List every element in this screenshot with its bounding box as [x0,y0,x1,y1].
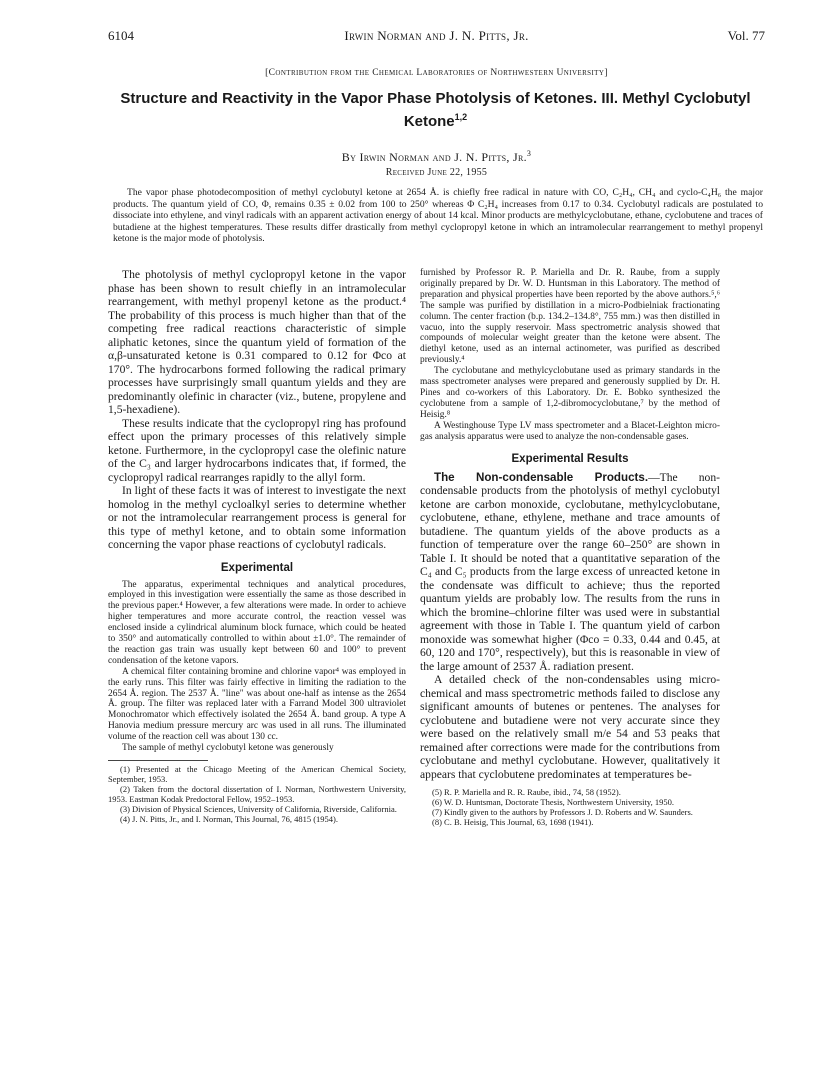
footnote: (8) C. B. Heisig, This Journal, 63, 1698 (1941). [432,817,594,827]
intro-paragraph-3: In light of these facts it was of interest to investigate the next homolog in the methyl cycloalkyl series to determine whether or not the intramolecular rearrangement process is general for this type of methyl ketone, and to obtain some information concerning the vapor phase reactions of cyclobutyl radicals. [108,484,406,551]
left-column [108,268,406,824]
experimental-paragraph-3: The sample of methyl cyclobutyl ketone was generously [122,743,334,754]
materials-paragraph-3: A Westinghouse Type LV mass spectrometer and a Blacet-Leighton micro-gas analysis apparatus were used to analyze the non-condensable gases. [420,420,720,442]
materials-paragraph-2: The cyclobutane and methylcyclobutane used as primary standards in the mass spectrometer analyses were prepared and generously supplied by Dr. H. Pines and co-workers of this Laboratory. Dr. E. Bobko synthesized the cyclobutene from a sample of 1,2-dibromocyclobutane,⁷ by the method of Heisig.⁸ [420,366,720,420]
results-paragraph-1 [420,471,720,674]
right-column [420,268,720,827]
abstract: The vapor phase photodecomposition of methyl cyclobutyl ketone at 2654 Å. is chiefly free radical in nature with CO, C₂H₄, CH₄ and cyclo-C₄H₆ the major products. The quantum yield of CO, Φ, remains 0.35 ± 0.02 from 100 to 250° whereas Φ C₂H₄ increases from 0.17 to 0.34. Cyclobutyl radicals are postulated to dissociate into ethylene, and vinyl radicals with an apparent activation energy of about 14 kcal. Minor products are methylcyclobutane, ethane, cyclobutene and traces of butadiene at the highest temperatures. These results differ drastically from methyl cyclopropyl ketone in which an intramolecular rearrangement to methyl propenyl ketone is the major mode of photolysis. [113,187,763,245]
volume-label: Vol. 77 [727,28,765,43]
heading-results: Experimental Results [511,452,629,465]
footnote: (6) W. D. Huntsman, Doctorate Thesis, Northwestern University, 1950. [432,797,674,807]
article-title [100,90,771,131]
byline-footnote-mark: 3 [526,149,532,158]
materials-paragraph-1: furnished by Professor R. P. Mariella and Dr. R. Raube, from a supply originally prepared by Dr. W. D. Huntsman in this Laboratory. The method of preparation and physical properties have been reported by the above authors.⁵,⁶ The sample was purified by distillation in a micro-Podbielniak fractionating column. The center fraction (b.p. 134.2–134.8°, 755 mm.) was then distilled in vacuo, into the supply reservoir. Mass spectrometric analysis showed that compounds of molecular weight greater than the ketone were absent. The diethyl ketone, used as an internal actinometer, was purified as described previously.⁴ [420,268,720,366]
results-paragraph-1-text: —The non-condensable products from the photolysis of methyl cyclobutyl ketone are carbon monoxide, cyclobutane, methylcyclobutane, cyclobutene, ethane, ethylene, methane and trace amounts of butadiene. The quantum yields of the above products as a function of temperature over the range 60–250° are shown in Table I. It should be noted that a quantitative separation of the C₄ and C₅ products from the large excess of unreacted ketone in the condensate was difficult to achieve; thus the reported quantum yields are probably low. The results from the runs in which the bromine–chlorine filter was used were in substantial agreement with those in Table I. The quantum yield of carbon monoxide was somewhat higher (Φco = 0.33, 0.44 and 0.45, at 60, 120 and 170°, respectively), but this is reasonable in view of the large amount of 2537 Å. radiation present. [420,470,720,673]
footnote: (3) Division of Physical Sciences, University of California, Riverside, California. [120,804,397,814]
footnote: (4) J. N. Pitts, Jr., and I. Norman, This Journal, 76, 4815 (1954). [120,814,338,824]
footnote: (7) Kindly given to the authors by Professors J. D. Roberts and W. Saunders. [432,807,693,817]
experimental-paragraph-1: The apparatus, experimental techniques and analytical procedures, employed in this investigation were essentially the same as those described in the previous paper.⁴ However, a few alterations were made. In order to achieve higher temperatures and more accurate control, the reaction vessel was enclosed inside a cylindrical aluminum block furnace, which could be heated to 350° and automatically controlled to within about ±1.0°. The remainder of the reaction gas train was usually kept between 60 and 100° to prevent condensation of the ketone vapors. [108,579,406,666]
footnotes-right [420,787,720,827]
title-text: Structure and Reactivity in the Vapor Phase Photolysis of Ketones. III. Methyl Cyclobutyl Ketone [120,90,751,130]
footnote: (2) Taken from the doctoral dissertation of I. Norman, Northwestern University, 1953. Eastman Kodak Predoctoral Fellow, 1952–1953. [108,784,406,804]
running-head [108,28,765,44]
received-date: Received June 22, 1955 [385,167,488,178]
run-in-heading: The Non-condensable Products. [434,470,649,484]
page-number: 6104 [108,28,134,43]
experimental-paragraph-2: A chemical filter containing bromine and chlorine vapor⁴ was employed in the early runs. This filter was fairly effective in limiting the radiation to the 2654 Å. region. The 2537 Å. "line" was about one-half as intense as the 2654 Å. group. The filter was replaced later with a Farrand Model 300 ultraviolet Monochromator which effectively isolated the 2654 Å. band group. A type A Hanovia medium pressure mercury arc was used in all runs. The illuminated volume of the reaction cell was about 130 cc. [108,666,406,743]
running-authors: Irwin Norman and J. N. Pitts, Jr. [344,28,529,43]
byline-text: By Irwin Norman and J. N. Pitts, Jr. [341,150,527,164]
footnote: (5) R. P. Mariella and R. R. Raube, ibid., 74, 58 (1952). [432,787,621,797]
intro-paragraph-2: These results indicate that the cyclopropyl ring has profound effect upon the primary processes of this relatively simple ketone. Furthermore, in the cyclopropyl case the olefinic nature of the C₃ and larger hydrocarbons indicates that, if formed, the cyclopropyl radical rearranges rapidly to the allyl form. [108,416,406,484]
intro-paragraph-1: The photolysis of methyl cyclopropyl ketone in the vapor phase has been shown to result chiefly in an intramolecular rearrangement, with methyl propenyl ketone as the product.⁴ The probability of this process is much higher than that of the competing free radical reactions characteristic of simple aliphatic ketones, since the quantum yield of formation of the α,β-unsaturated ketone is 0.31 compared to 0.12 for Φco at 170°. The hydrocarbons formed following the radical primary processes have surprisingly small quantum yields and they are predominantly olefinic in character (viz., butene, propylene and 1,5-hexadiene). [108,268,406,416]
heading-experimental: Experimental [220,561,294,574]
byline [108,149,765,165]
results-paragraph-2: A detailed check of the non-condensables using micro-chemical and mass spectrometric methods failed to disclose any significant amounts of butenes or pentenes. The analyses for cyclobutene and butadiene were not very accurate since they were based on the relatively small m/e 54 and 53 peaks that remained after corrections were made for the contributions from cyclobutane and methyl cyclobutane. However, qualitatively it appears that cyclobutene predominates at temperatures be- [420,673,720,781]
title-footnote-marks: 1,2 [454,112,468,122]
footnotes-left [108,760,406,824]
footnote-rule [108,760,208,761]
footnote: (1) Presented at the Chicago Meeting of the American Chemical Society, September, 1953. [108,764,406,784]
contribution-line: [Contribution from the Chemical Laboratories of Northwestern University] [265,68,608,78]
